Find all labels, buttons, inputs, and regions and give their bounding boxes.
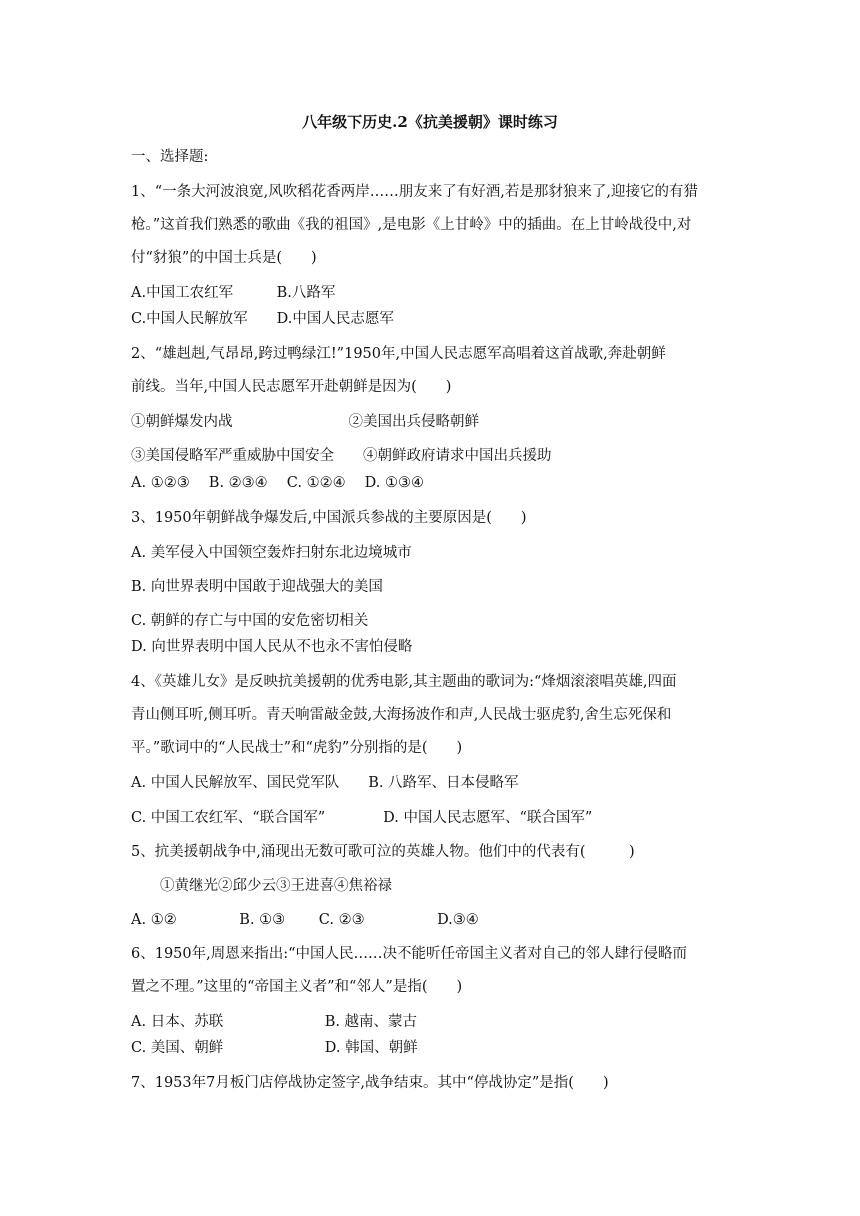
answer-option-c: C. 朝鲜的存亡与中国的安危密切相关 xyxy=(131,613,369,629)
answer-items: ①朝鲜爆发内战 ②美国出兵侵略朝鲜 xyxy=(131,414,479,430)
question-text: 7、1953年7月板门店停战协定签字,战争结束。其中“停战协定”是指( ) xyxy=(131,1075,609,1091)
question-text: 3、1950年朝鲜战争爆发后,中国派兵参战的主要原因是( ) xyxy=(131,510,527,526)
answer-options: A. 中国人民解放军、国民党军队 B. 八路军、日本侵略军 xyxy=(131,775,519,791)
question-text: 5、抗美援朝战争中,涌现出无数可歌可泣的英雄人物。他们中的代表有( ) xyxy=(131,844,635,860)
answer-items: ①黄继光②邱少云③王进喜④焦裕禄 xyxy=(160,878,392,894)
question-text: 前线。当年,中国人民志愿军开赴朝鲜是因为( ) xyxy=(131,379,452,395)
section-heading: 一、选择题: xyxy=(131,149,209,165)
question-text: 4、《英雄儿女》是反映抗美援朝的优秀电影,其主题曲的歌词为:“烽烟滚滚唱英雄,四面 xyxy=(131,674,677,690)
question-text: 青山侧耳听,侧耳听。青天响雷敲金鼓,大海扬波作和声,人民战士驱虎豹,舍生忘死保和 xyxy=(131,707,672,723)
answer-options: C. 中国工农红军、“联合国军” D. 中国人民志愿军、“联合国军” xyxy=(131,810,593,826)
question-text: 6、1950年,周恩来指出:“中国人民……决不能听任帝国主义者对自己的邻人肆行侵略而 xyxy=(131,946,688,962)
question-text: 平。”歌词中的“人民战士”和“虎豹”分别指的是( ) xyxy=(131,740,463,756)
answer-options: C. 美国、朝鲜 D. 韩国、朝鲜 xyxy=(131,1040,418,1056)
question-text: 置之不理。”这里的“帝国主义者”和“邻人”是指( ) xyxy=(131,979,463,995)
answer-options: A. 日本、苏联 B. 越南、蒙古 xyxy=(131,1014,418,1030)
answer-option-a: A. 美军侵入中国领空轰炸扫射东北边境城市 xyxy=(131,545,412,561)
answer-items: ③美国侵略军严重威胁中国安全 ④朝鲜政府请求中国出兵援助 xyxy=(131,448,552,464)
question-text: 枪。”这首我们熟悉的歌曲《我的祖国》,是电影《上甘岭》中的插曲。在上甘岭战役中,对 xyxy=(131,217,692,233)
answer-options: A.中国工农红军 B.八路军 xyxy=(131,285,336,301)
question-text: 2、“雄赳赳,气昂昂,跨过鸭绿江!”1950年,中国人民志愿军高唱着这首战歌,奔赴朝鲜 xyxy=(131,346,666,362)
answer-option-d: D. 向世界表明中国人民从不也永不害怕侵略 xyxy=(131,639,413,655)
question-text: 付“豺狼”的中国士兵是( ) xyxy=(131,250,317,266)
question-text: 1、“一条大河波浪宽,风吹稻花香两岸……朋友来了有好酒,若是那豺狼来了,迎接它的有猎 xyxy=(131,184,698,200)
document-title: 八年级下历史.2《抗美援朝》课时练习 xyxy=(302,113,558,131)
answer-option-b: B. 向世界表明中国敢于迎战强大的美国 xyxy=(131,579,383,595)
answer-options: C.中国人民解放军 D.中国人民志愿军 xyxy=(131,311,394,327)
answer-options: A. ①② B. ①③ C. ②③ D.③④ xyxy=(131,912,479,928)
answer-options: A. ①②③ B. ②③④ C. ①②④ D. ①③④ xyxy=(131,475,425,491)
